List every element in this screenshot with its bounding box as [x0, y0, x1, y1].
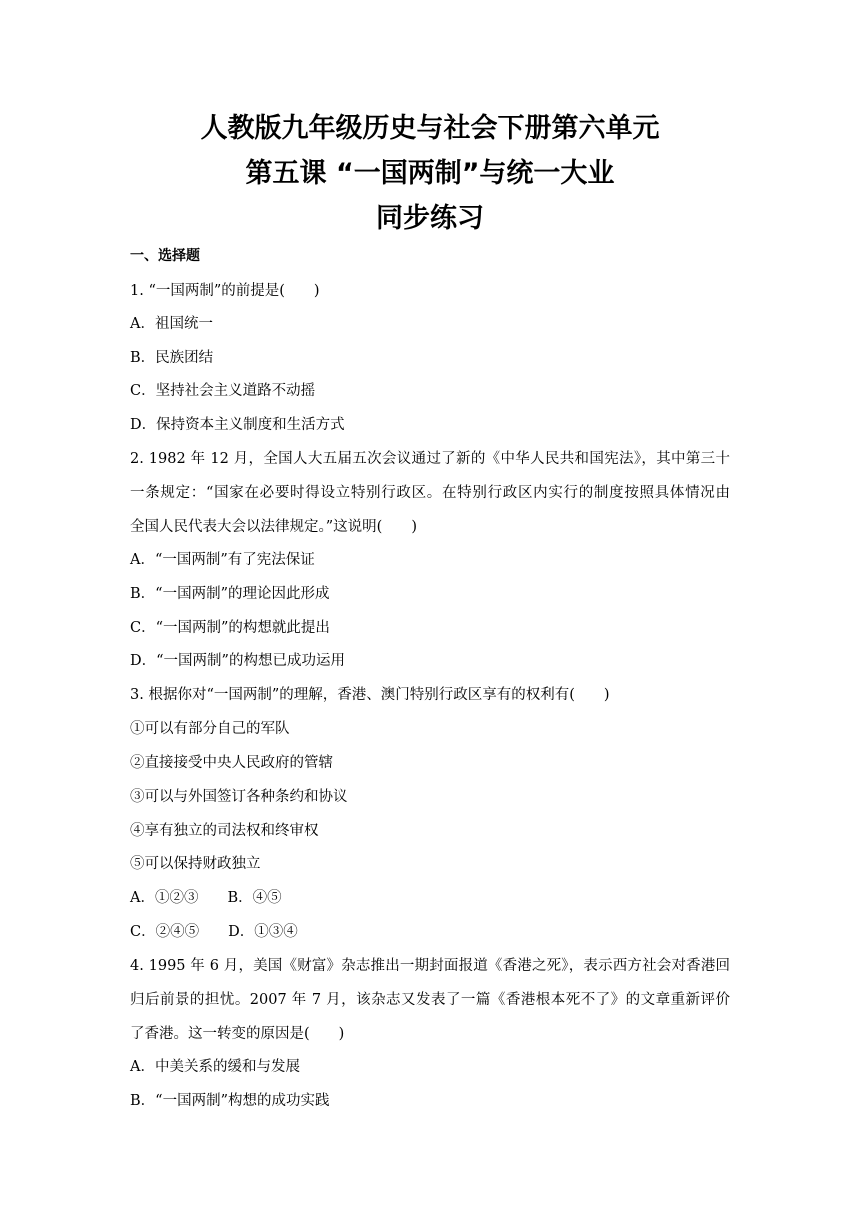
question-1-option-a: A．祖国统一 [130, 316, 213, 332]
question-4-stem-line-3: 了香港。这一转变的原因是( ) [130, 1026, 345, 1042]
question-3-options-cd: C．②④⑤ D．①③④ [130, 924, 298, 940]
question-2-stem-line-2: 一条规定：“国家在必要时得设立特别行政区。在特别行政区内实行的制度按照具体情况由 [130, 485, 730, 501]
document-title-line-3: 同步练习 [376, 203, 484, 234]
question-3-item-1: ①可以有部分自己的军队 [130, 721, 290, 737]
question-1-option-d: D．保持资本主义制度和生活方式 [130, 417, 345, 433]
document-title-line-1: 人教版九年级历史与社会下册第六单元 [200, 113, 660, 144]
question-4-option-b: B．“一国两制”构想的成功实践 [130, 1093, 330, 1109]
question-3-item-3: ③可以与外国签订各种条约和协议 [130, 789, 348, 805]
question-3-item-5: ⑤可以保持财政独立 [130, 856, 261, 872]
question-1-option-b: B．民族团结 [130, 350, 214, 366]
question-4-option-a: A．中美关系的缓和与发展 [130, 1059, 300, 1075]
question-2-stem-line-1: 2. 1982 年 12 月，全国人大五届五次会议通过了新的《中华人民共和国宪法》，其中第三十 [130, 451, 730, 467]
question-3-options-ab: A．①②③ B．④⑤ [130, 890, 282, 906]
document-title-line-2: 第五课 “一国两制”与统一大业 [245, 158, 615, 189]
question-4-stem-line-1: 4. 1995 年 6 月，美国《财富》杂志推出一期封面报道《香港之死》，表示西方社会对香港回 [130, 958, 730, 974]
question-2-option-b: B．“一国两制”的理论因此形成 [130, 586, 330, 602]
question-2-option-c: C．“一国两制”的构想就此提出 [130, 620, 330, 636]
question-2-stem-line-3: 全国人民代表大会以法律规定。”这说明( ) [130, 519, 417, 535]
section-heading: 一、选择题 [130, 248, 200, 264]
question-1-option-c: C．坚持社会主义道路不动摇 [130, 383, 316, 399]
question-3-item-4: ④享有独立的司法权和终审权 [130, 823, 319, 839]
question-2-option-d: D．“一国两制”的构想已成功运用 [130, 653, 345, 669]
question-3-item-2: ②直接接受中央人民政府的管辖 [130, 755, 333, 771]
question-3-stem: 3. 根据你对“一国两制”的理解，香港、澳门特别行政区享有的权利有( ) [130, 687, 610, 703]
question-2-option-a: A．“一国两制”有了宪法保证 [130, 552, 315, 568]
question-1-stem: 1. “一国两制”的前提是( ) [130, 283, 320, 299]
question-4-stem-line-2: 归后前景的担忧。2007 年 7 月，该杂志又发表了一篇《香港根本死不了》的文章重新评价 [130, 992, 730, 1008]
